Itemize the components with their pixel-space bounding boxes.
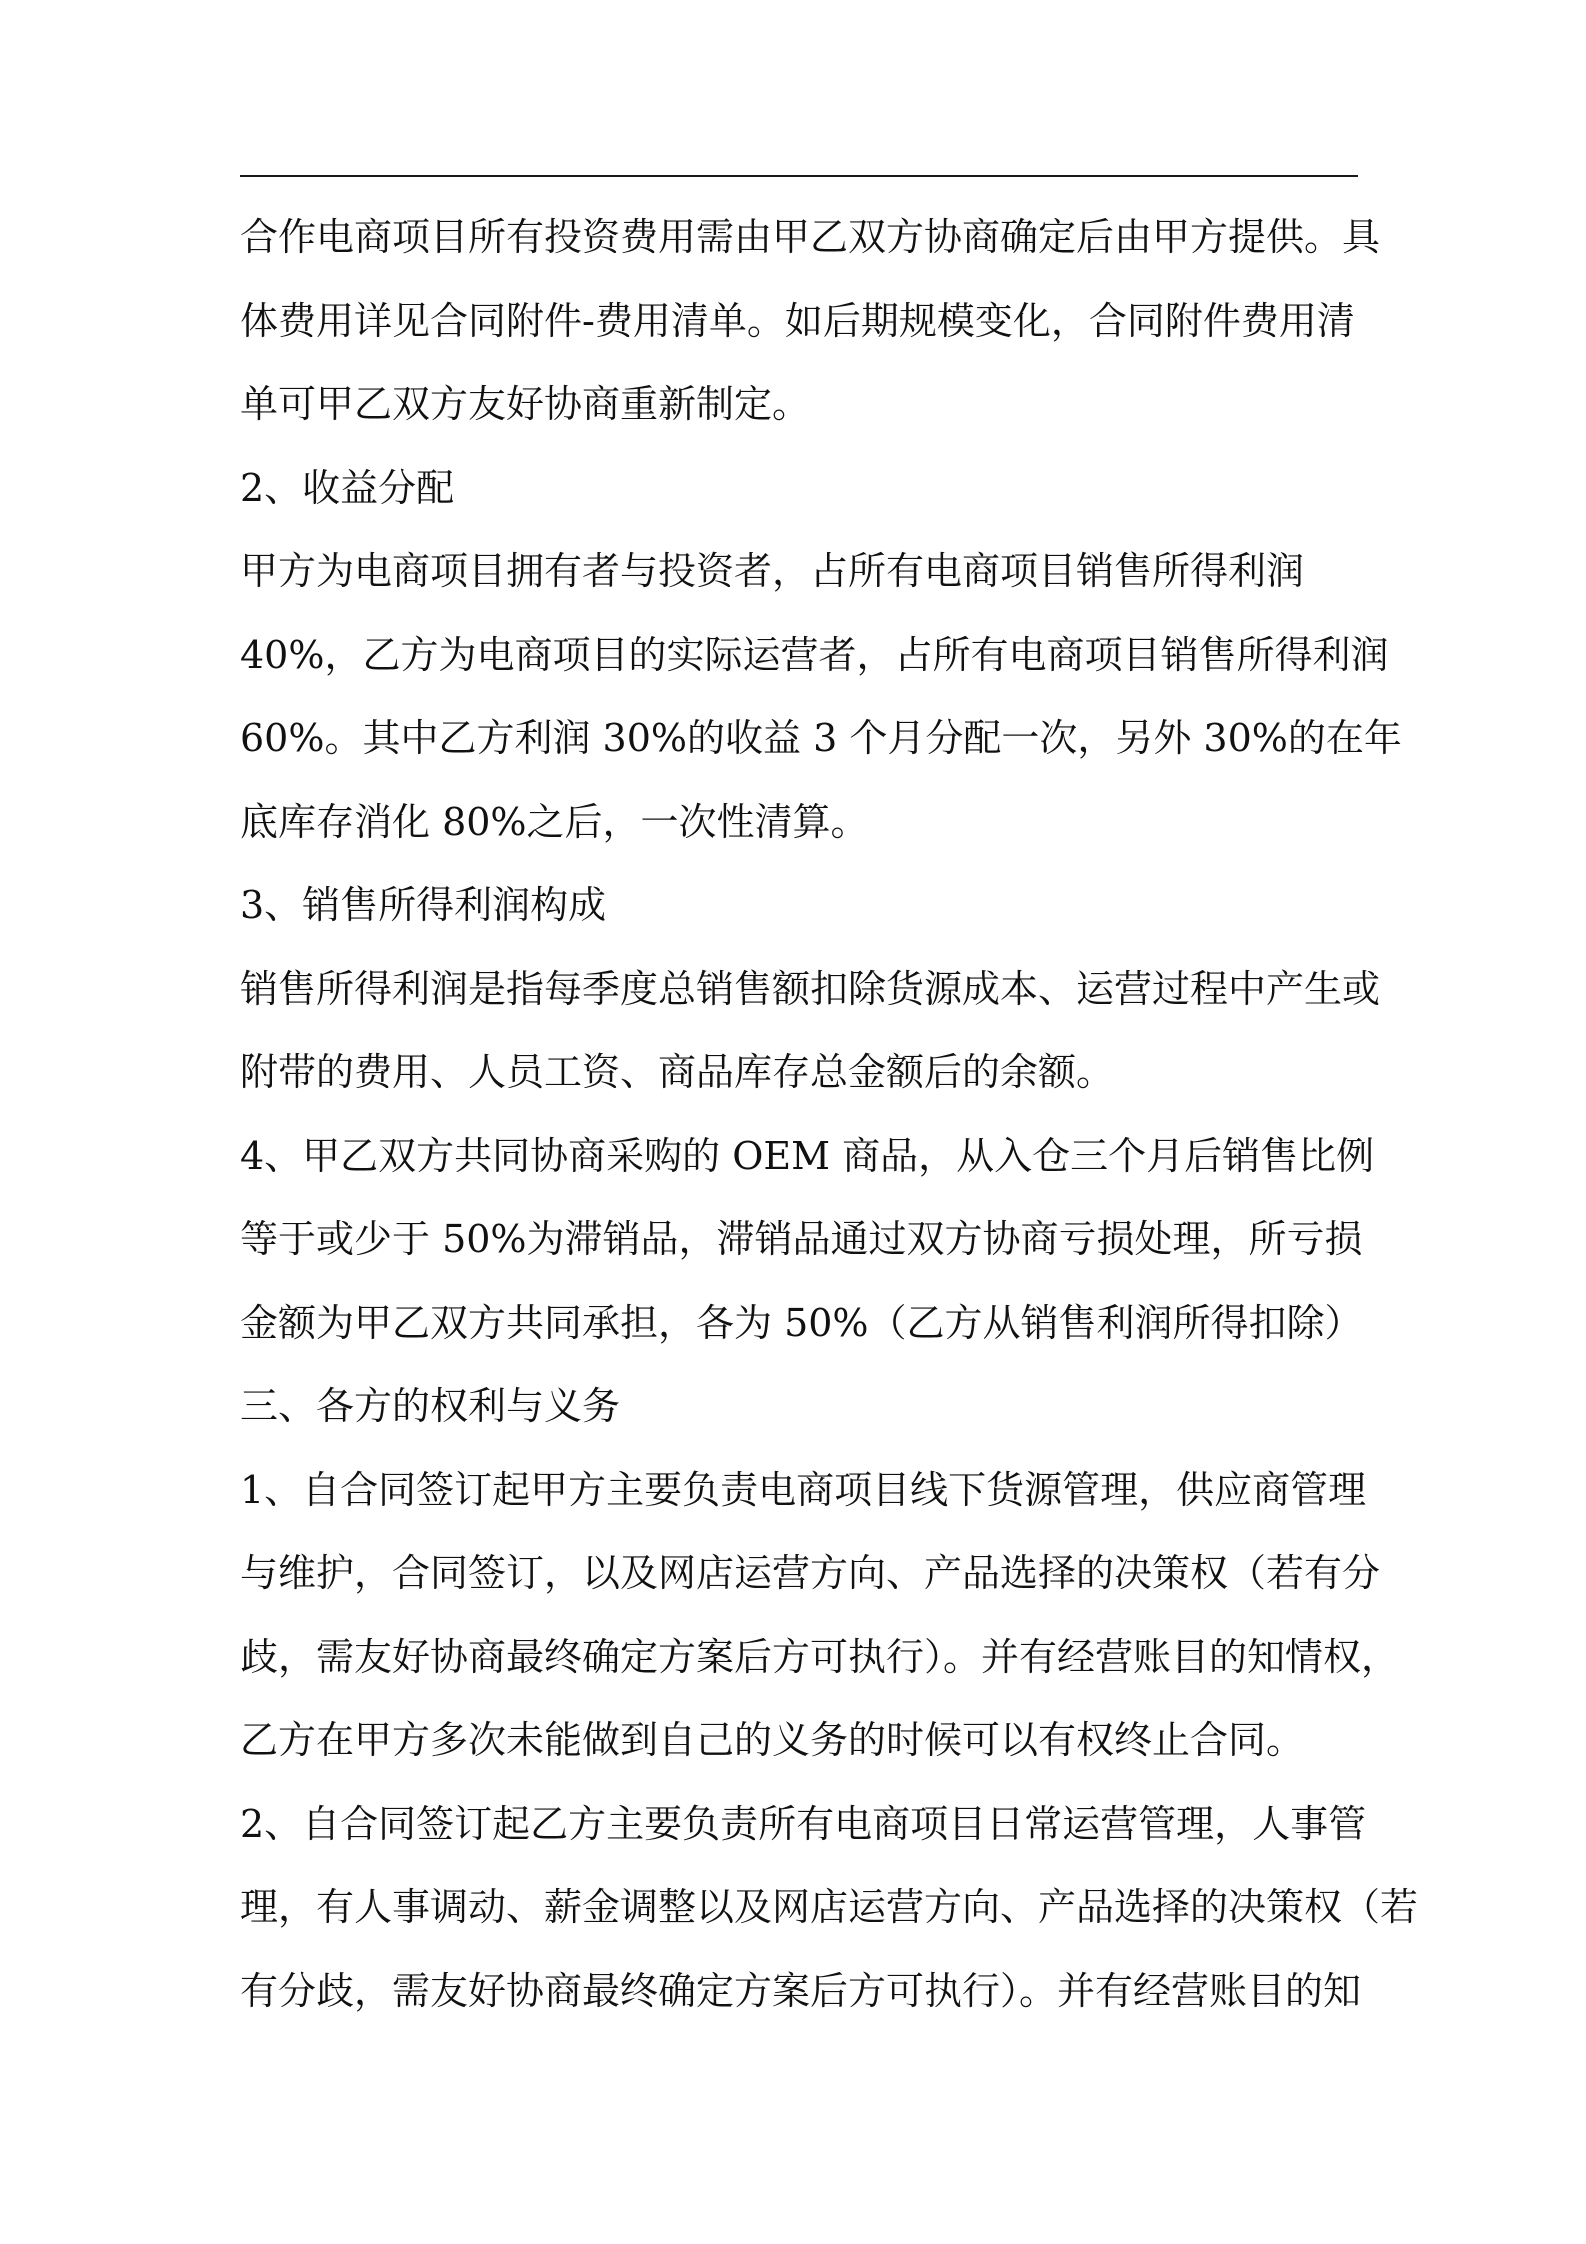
section-heading: 3、销售所得利润构成: [240, 883, 607, 927]
text-line: 甲方为电商项目拥有者与投资者，占所有电商项目销售所得利润: [240, 549, 1305, 593]
text-line: 4、甲乙双方共同协商采购的 OEM 商品，从入仓三个月后销售比例: [240, 1133, 1375, 1178]
text-line: 1、自合同签订起甲方主要负责电商项目线下货源管理，供应商管理: [240, 1467, 1367, 1512]
body-text: [240, 196, 1419, 2033]
text-line: 乙方在甲方多次未能做到自己的义务的时候可以有权终止合同。: [240, 1718, 1305, 1762]
text-line: 与维护，合同签订，以及网店运营方向、产品选择的决策权（若有分: [240, 1551, 1381, 1595]
text-line: 体费用详见合同附件-费用清单。如后期规模变化，合同附件费用清: [240, 298, 1355, 343]
text-line: 合作电商项目所有投资费用需由甲乙双方协商确定后由甲方提供。具: [240, 215, 1381, 259]
section-heading: 2、收益分配: [240, 465, 455, 510]
text-line: 理，有人事调动、薪金调整以及网店运营方向、产品选择的决策权（若: [240, 1885, 1419, 1929]
text-line: 有分歧，需友好协商最终确定方案后方可执行）。并有经营账目的知: [240, 1968, 1362, 2013]
text-line: 2、自合同签订起乙方主要负责所有电商项目日常运营管理，人事管: [240, 1801, 1367, 1846]
text-line: 60%。其中乙方利润 30%的收益 3 个月分配一次，另外 30%的在年: [240, 716, 1402, 760]
text-line: 40%，乙方为电商项目的实际运营者，占所有电商项目销售所得利润: [240, 632, 1389, 677]
text-line: 等于或少于 50%为滞销品，滞销品通过双方协商亏损处理，所亏损: [240, 1217, 1363, 1261]
text-line: 销售所得利润是指每季度总销售额扣除货源成本、运营过程中产生或: [240, 966, 1381, 1011]
text-line: 附带的费用、人员工资、商品库存总金额后的余额。: [240, 1050, 1115, 1094]
text-line: 歧，需友好协商最终确定方案后方可执行）。并有经营账目的知情权，: [240, 1634, 1400, 1679]
text-line: 单可甲乙双方友好协商重新制定。: [240, 382, 811, 426]
section-heading: 三、各方的权利与义务: [240, 1384, 621, 1428]
text-line: 底库存消化 80%之后，一次性清算。: [240, 799, 869, 844]
text-line: 金额为甲乙双方共同承担，各为 50%（乙方从销售利润所得扣除）: [240, 1300, 1363, 1345]
header-rule: [240, 175, 1358, 177]
